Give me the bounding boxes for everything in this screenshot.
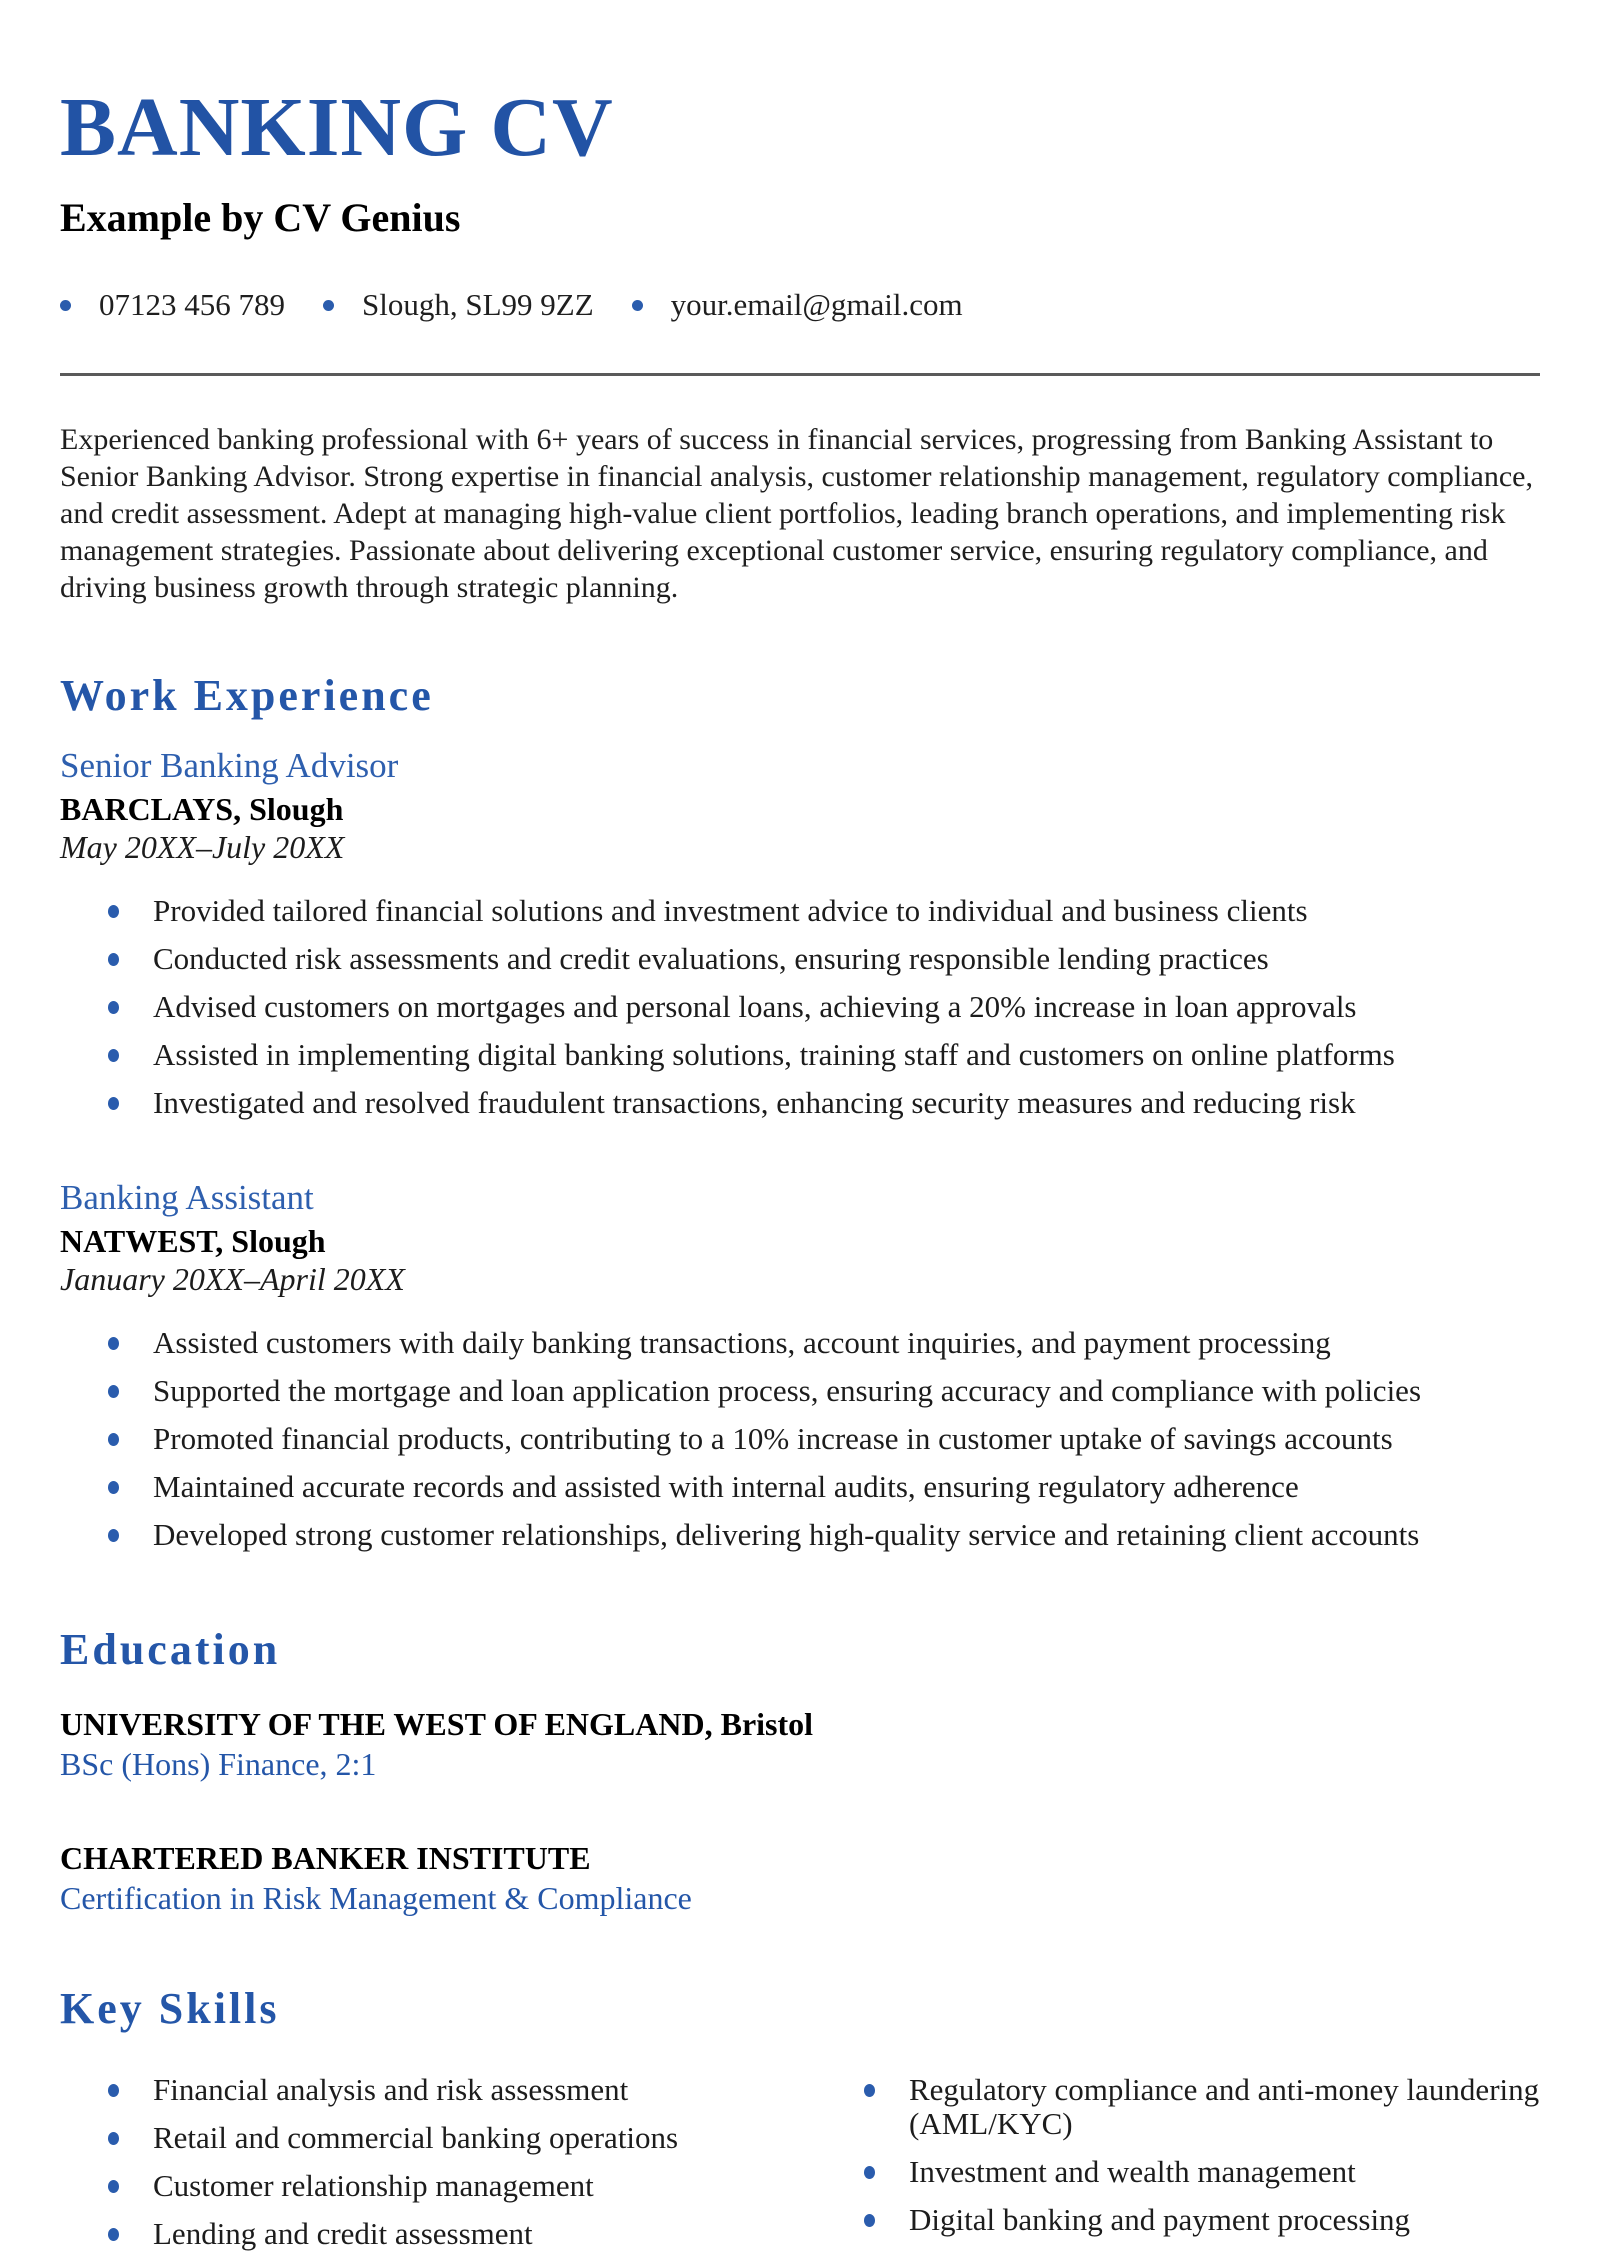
list-item: [816, 2155, 1540, 2189]
bullet-text: Provided tailored financial solutions and investment advice to individual and business clients: [153, 893, 1308, 929]
contact-location-text: Slough, SL99 9ZZ: [362, 287, 594, 322]
section-heading-key-skills: Key Skills: [60, 1983, 280, 2033]
bullet-icon: [108, 1385, 119, 1398]
bullet-icon: [108, 1001, 119, 1014]
bullet-icon: [108, 1097, 119, 1110]
key-skills-columns: [60, 2045, 1540, 2263]
header-divider: [60, 373, 1540, 376]
skill-text: Regulatory compliance and anti-money laundering (AML/KYC): [909, 2072, 1540, 2142]
skill-text: Customer relationship management: [153, 2168, 594, 2204]
bullet-separator-icon: [632, 300, 643, 311]
bullet-text: Developed strong customer relationships, delivering high-quality service and retaining client accounts: [153, 1517, 1420, 1553]
list-item: [60, 1518, 1540, 1552]
job-entry-banking-assistant: [60, 1178, 1540, 1552]
list-item: [816, 2073, 1540, 2141]
bullet-icon: [108, 2180, 119, 2193]
section-heading-work-experience: Work Experience: [60, 671, 434, 720]
job-dates: May 20XX–July 20XX: [60, 829, 345, 866]
job-bullet-list: [60, 894, 1540, 1120]
bullet-text: Promoted financial products, contributing to a 10% increase in customer uptake of savings accounts: [153, 1421, 1393, 1457]
education-entry-institute: [60, 1839, 1540, 1917]
skill-text: Digital banking and payment processing: [909, 2202, 1411, 2238]
bullet-icon: [108, 1529, 119, 1542]
education-qualification: Certification in Risk Management & Compliance: [60, 1879, 692, 1916]
bullet-icon: [108, 2132, 119, 2145]
contact-phone-text: 07123 456 789: [99, 287, 285, 322]
job-company: BARCLAYS, Slough: [60, 791, 344, 828]
job-dates: January 20XX–April 20XX: [60, 1261, 405, 1298]
skill-text: Retail and commercial banking operations: [153, 2120, 679, 2156]
list-item: [60, 2121, 816, 2155]
bullet-separator-icon: [323, 300, 334, 311]
bullet-text: Advised customers on mortgages and personal loans, achieving a 20% increase in loan approvals: [153, 989, 1357, 1025]
contact-email: [632, 287, 963, 323]
education-institution: UNIVERSITY OF THE WEST OF ENGLAND, Bristol: [60, 1705, 814, 1742]
bullet-icon: [108, 2084, 119, 2097]
bullet-icon: [864, 2084, 875, 2097]
bullet-icon: [108, 1433, 119, 1446]
page-title: BANKING CV: [60, 81, 614, 174]
list-item: [60, 894, 1540, 928]
job-title: Senior Banking Advisor: [60, 746, 399, 786]
job-entry-senior-banking-advisor: [60, 746, 1540, 1120]
list-item: [60, 990, 1540, 1024]
bullet-icon: [108, 2228, 119, 2241]
list-item: [60, 1086, 1540, 1120]
page-subtitle: Example by CV Genius: [60, 195, 461, 240]
skill-text: Financial analysis and risk assessment: [153, 2072, 629, 2108]
bullet-separator-icon: [60, 300, 71, 311]
skill-text: Investment and wealth management: [909, 2154, 1356, 2190]
list-item: [60, 942, 1540, 976]
education-qualification: BSc (Hons) Finance, 2:1: [60, 1745, 377, 1782]
job-title: Banking Assistant: [60, 1178, 314, 1218]
bullet-text: Conducted risk assessments and credit evaluations, ensuring responsible lending practices: [153, 941, 1269, 977]
contact-email-text: your.email@gmail.com: [670, 287, 963, 322]
list-item: [60, 2169, 816, 2203]
bullet-icon: [108, 1049, 119, 1062]
skills-list: [816, 2073, 1540, 2237]
bullet-icon: [864, 2214, 875, 2227]
bullet-text: Investigated and resolved fraudulent transactions, enhancing security measures and reducing risk: [153, 1085, 1356, 1121]
bullet-text: Supported the mortgage and loan application process, ensuring accuracy and compliance with policies: [153, 1373, 1422, 1409]
list-item: [60, 2073, 816, 2107]
skill-text: Lending and credit assessment: [153, 2216, 533, 2252]
contact-row: [60, 287, 1540, 323]
job-bullet-list: [60, 1326, 1540, 1552]
key-skills-right-column: [816, 2045, 1540, 2263]
section-heading-education: Education: [60, 1625, 281, 1675]
bullet-icon: [864, 2166, 875, 2179]
education-institution: CHARTERED BANKER INSTITUTE: [60, 1839, 591, 1876]
professional-summary: Experienced banking professional with 6+ years of success in financial services, progressing from Banking Assistant to Senior Banking Advisor. Strong expertise in financial analysis, customer relationship management, regulatory compliance, and credit assessment. Adept at managing high-value client portfolios, leading branch operations, and implementing risk management strategies. Passionate about delivering exceptional customer service, ensuring regulatory compliance, and driving business growth through strategic planning.: [60, 423, 1533, 604]
bullet-icon: [108, 1337, 119, 1350]
list-item: [60, 1326, 1540, 1360]
list-item: [60, 2217, 816, 2251]
list-item: [60, 1470, 1540, 1504]
key-skills-left-column: [60, 2045, 816, 2263]
bullet-text: Assisted in implementing digital banking solutions, training staff and customers on online platforms: [153, 1037, 1395, 1073]
list-item: [60, 1374, 1540, 1408]
list-item: [60, 1038, 1540, 1072]
bullet-icon: [108, 905, 119, 918]
contact-phone: [60, 287, 285, 323]
bullet-icon: [108, 953, 119, 966]
list-item: [816, 2203, 1540, 2237]
bullet-icon: [108, 1481, 119, 1494]
job-company: NATWEST, Slough: [60, 1223, 326, 1260]
education-entry-university: [60, 1705, 1540, 1783]
bullet-text: Maintained accurate records and assisted with internal audits, ensuring regulatory adherence: [153, 1469, 1299, 1505]
skills-list: [60, 2073, 816, 2251]
bullet-text: Assisted customers with daily banking transactions, account inquiries, and payment processing: [153, 1325, 1331, 1361]
contact-location: [323, 287, 594, 323]
list-item: [60, 1422, 1540, 1456]
